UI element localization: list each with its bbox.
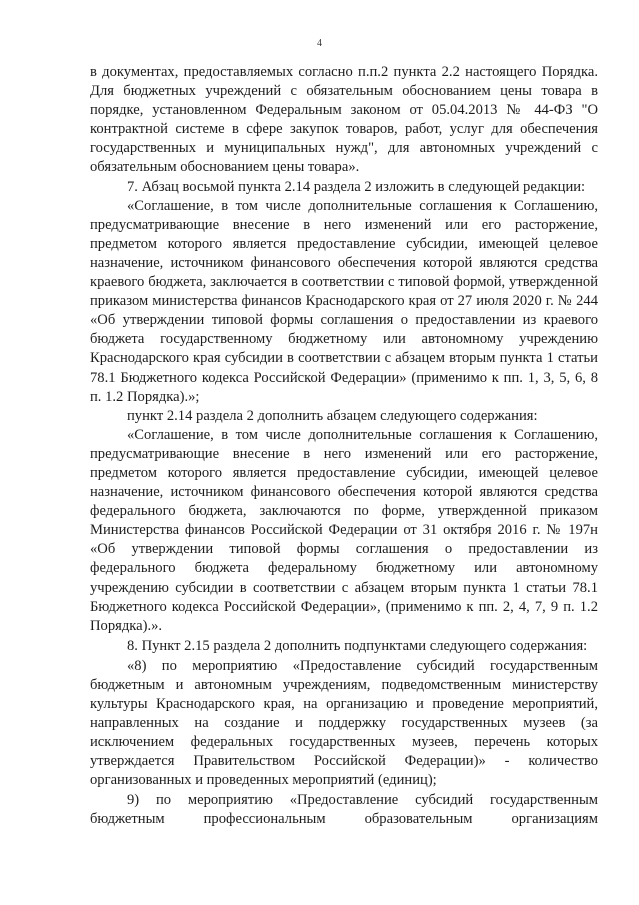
paragraph-clause-2-14-addition: пункт 2.14 раздела 2 дополнить абзацем следующего содержания: bbox=[127, 407, 538, 424]
paragraph-continuation: в документах, предоставляемых согласно п.п.2 пункта 2.2 настоящего Порядка. Для бюджетных учреждений с обязательным обоснованием цены товара в порядке, установленном Федеральным законом от 05.04.2013 № 44-ФЗ "О контрактной системе в сфере закупок товаров, работ, услуг для обеспечения государственных и муниципальных нужд", для автономных учреждений с обязательным обоснованием цены товара». bbox=[90, 64, 598, 176]
document-body bbox=[90, 63, 598, 829]
paragraph-item-8: 8. Пункт 2.15 раздела 2 дополнить подпунктами следующего содержания: bbox=[127, 637, 588, 654]
paragraph-item-7: 7. Абзац восьмой пункта 2.14 раздела 2 изложить в следующей редакции: bbox=[127, 178, 586, 195]
page-number: 4 bbox=[317, 38, 322, 49]
paragraph-quote-federal-agreement: «Соглашение, в том числе дополнительные соглашения к Соглашению, предусматривающие внесение в него изменений или его расторжение, предметом которого является предоставление субсидии, имеющей целевое назначение, источником финансового обеспечения которой являются средства федерального бюджета, заключаются по форме, утвержденной приказом Министерства финансов Российской Федерации от 31 октября 2016 г. № 197н «Об утверждении типовой формы соглашения о предоставлении из федерального бюджета федеральному бюджетному или автономному учреждению субсидии в соответствии с абзацем вторым пункта 1 статьи 78.1 Бюджетного кодекса Российской Федерации», (применимо к пп. 2, 4, 7, 9 п. 1.2 Порядка).». bbox=[90, 426, 598, 634]
paragraph-subitem-9: 9) по мероприятию «Предоставление субсидий государственным бюджетным профессиональным образовательным организациям bbox=[90, 791, 598, 827]
paragraph-subitem-8: «8) по мероприятию «Предоставление субсидий государственным бюджетным и автономным учреждениям, подведомственным министерству культуры Краснодарского края, на организацию и проведение мероприятий, направленных на создание и поддержку государственных музеев (за исключением федеральных государственных музеев, перечень которых утверждается Правительством Российской Федерации)» - количество организованных и проведенных мероприятий (единиц); bbox=[90, 657, 598, 789]
paragraph-quote-regional-agreement: «Соглашение, в том числе дополнительные соглашения к Соглашению, предусматривающие внесение в него изменений или его расторжение, предметом которого является предоставление субсидии, имеющей целевое назначение, источником финансового обеспечения которой являются средства краевого бюджета, заключается в соответствии с типовой формой, утвержденной приказом министерства финансов Краснодарского края от 27 июля 2020 г. № 244 «Об утверждении типовой формы соглашения о предоставлении из краевого бюджета государственному бюджетному или автономному учреждению Краснодарского края субсидии в соответствии с абзацем вторым пункта 1 статьи 78.1 Бюджетного кодекса Российской Федерации» (применимо к пп. 1, 3, 5, 6, 8 п. 1.2 Порядка).»; bbox=[90, 197, 598, 405]
